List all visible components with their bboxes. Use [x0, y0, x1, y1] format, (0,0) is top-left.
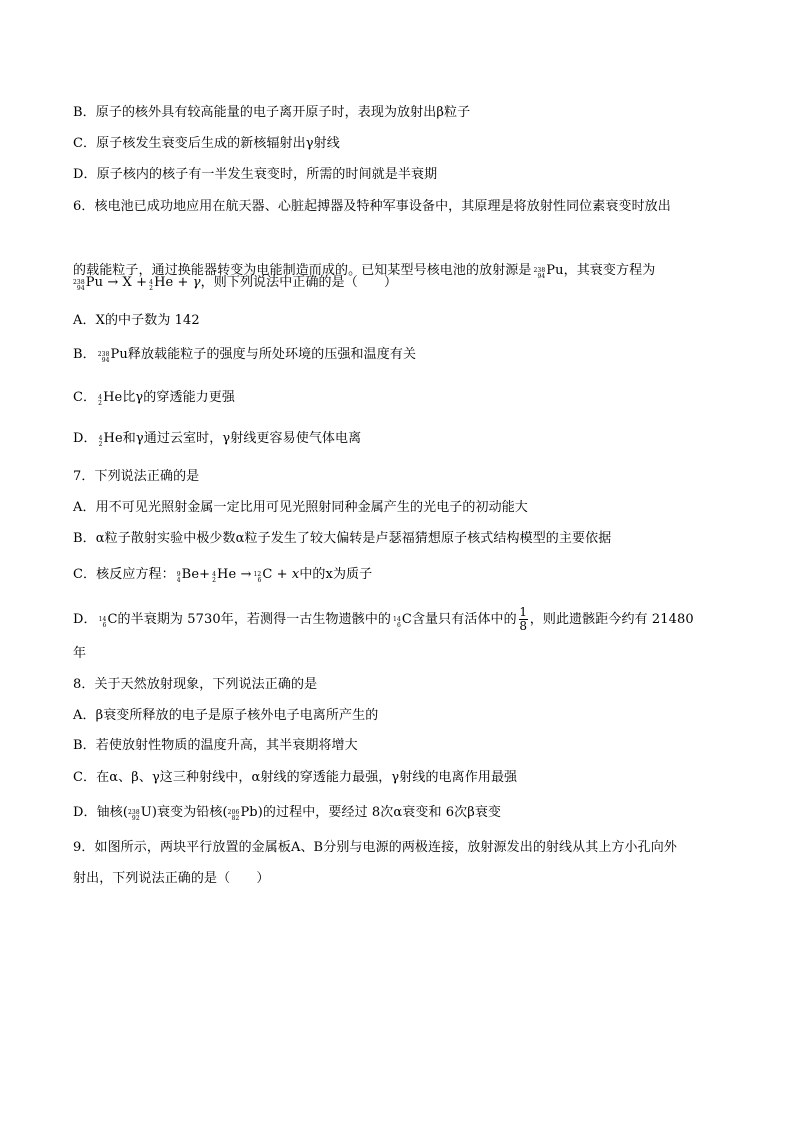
question-6-stem-line3 [73, 274, 734, 292]
option-d-q6: D． 4 2 He和γ通过云室时，γ射线更容易使气体电离 [73, 431, 362, 448]
nuclide-pu: 238 94 Pu [533, 263, 564, 280]
option-c-q5: C．原子核发生衰变后生成的新核辐射出γ射线 [73, 136, 340, 151]
option-a-q7: A．用不可见光照射金属一定比用可见光照射同种金属产生的光电子的初动能大 [73, 500, 528, 515]
option-c-q8: C．在α、β、γ这三种射线中，α射线的穿透能力最强，γ射线的电离作用最强 [73, 770, 518, 785]
option-d-q7: D． 14 6 C的半衰期为 5730年，若测得一古生物遗骸中的 14 6 C含量只有活体中的 $\frac{1}{8}$ ，则此遗骸距今约有 21480 [73, 605, 694, 633]
option-b-q5: B．原子的核外具有较高能量的电子离开原子时，表现为放射出β粒子 [73, 105, 471, 120]
question-8-stem: 8．关于天然放射现象，下列说法正确的是 [73, 677, 318, 692]
nuclide-c12: 12 6 C [253, 567, 273, 584]
option-d-q5: D．原子核内的核子有一半发生衰变时，所需的时间就是半衰期 [73, 167, 438, 182]
stem-text: ，则下列说法中正确的是（ ） [200, 275, 398, 290]
decay-arrow: → X + [107, 275, 148, 290]
question-7-stem: 7．下列说法正确的是 [73, 469, 200, 484]
nuclide-u: 238 92 U [128, 805, 152, 822]
option-d-q7-continued: 年 [73, 646, 87, 661]
nuclide-pb: 206 82 Pb [227, 805, 258, 822]
option-b-q8: B．若使放射性物质的温度升高，其半衰期将增大 [73, 738, 358, 753]
question-6-stem-line1: 6．核电池已成功地应用在航天器、心脏起搏器及特种军事设备中，其原理是将放射性同位素衰变时放出 [73, 199, 671, 214]
decay-tail: + γ [177, 275, 201, 290]
nuclide-be: 9 4 Be [176, 567, 200, 584]
option-c-q6: C． 4 2 He比γ的穿透能力更强 [73, 390, 235, 407]
nuclide-c14: 14 6 C [393, 612, 412, 629]
question-9-stem-line1: 9．如图所示，两块平行放置的金属板A、B分别与电源的两极连接，放射源发出的射线从其上方小孔向外 [73, 840, 677, 855]
option-d-q8: D．铀核( 238 92 U)衰变为铅核( 206 82 Pb)的过程中，要经过 8次α衰变和 6次β衰变 [73, 805, 502, 822]
nuclide-he: 4 2 He [212, 567, 237, 584]
stem-text: ，其衰变方程为 [563, 263, 656, 278]
nuclide-he: 4 2 He [98, 431, 123, 448]
nuclide-pu: 238 94 Pu [73, 275, 104, 292]
nuclide-he: 4 2 He [98, 390, 123, 407]
option-c-q7: C．核反应方程： 9 4 Be+ 4 2 He → 12 6 C + x中的x为质子 [73, 567, 373, 584]
fraction-one-eighth: $\frac{1}{8}$ [519, 605, 528, 633]
nuclide-pu: 238 94 Pu [97, 347, 128, 364]
nuclide-c14: 14 6 C [98, 612, 118, 629]
question-9-stem-line2: 射出，下列说法正确的是（ ） [73, 871, 270, 886]
option-b-q6: B． 238 94 Pu释放载能粒子的强度与所处环境的压强和温度有关 [73, 347, 417, 364]
option-b-q7: B．α粒子散射实验中极少数α粒子发生了较大偏转是卢瑟福猜想原子核式结构模型的主要依据 [73, 531, 612, 546]
nuclide-he: 4 2 He [149, 275, 174, 292]
option-a-q6: A．X的中子数为 142 [73, 313, 200, 328]
option-a-q8: A．β衰变所释放的电子是原子核外电子电离所产生的 [73, 708, 379, 723]
stem-text: 的载能粒子，通过换能器转变为电能制造而成的。已知某型号核电池的放射源是 [73, 263, 532, 278]
